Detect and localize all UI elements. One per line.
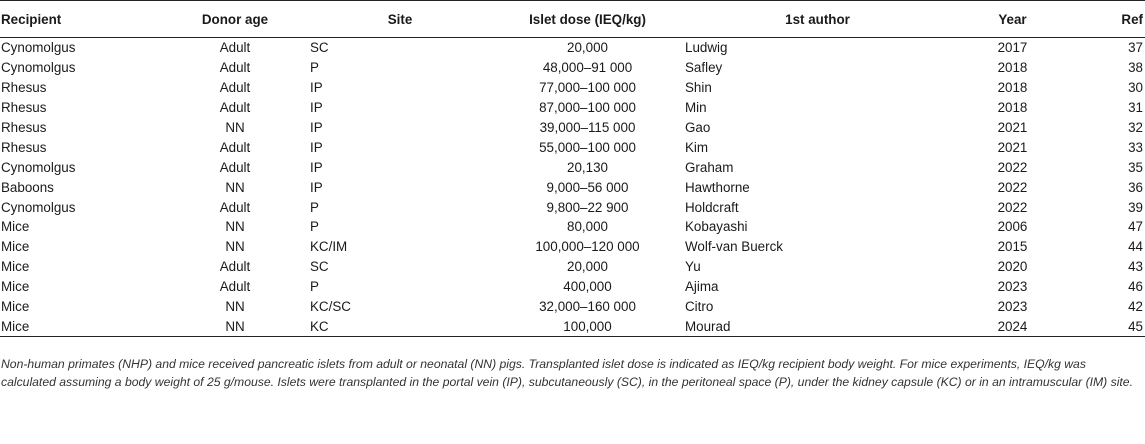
table-row (0, 38, 1145, 58)
cell-recipient: Cynomolgus (1, 199, 76, 215)
cell-ref: 47 (1128, 219, 1143, 235)
cell-ref: 45 (1075, 316, 1145, 336)
cell-recipient: Rhesus (1, 120, 47, 135)
cell-ref: 42 (1128, 299, 1143, 315)
cell-islet-dose: 77,000–100 000 (539, 80, 636, 96)
cell-islet-dose: 87,000–100 000 (539, 100, 636, 116)
cell-donor-age: Adult (219, 159, 251, 175)
cell-recipient: Cynomolgus (1, 40, 76, 56)
cell-islet-dose: 32,000–160 000 (539, 299, 636, 315)
table-row (0, 137, 1145, 157)
table-row (0, 316, 1145, 336)
cell-year: 2021 (997, 139, 1028, 155)
cell-site: P (310, 279, 319, 295)
cell-islet-dose: 9,800–22 900 (546, 199, 629, 215)
table-row (0, 197, 1145, 217)
cell-recipient: Mice (1, 299, 30, 315)
cell-donor-age: Adult (219, 139, 251, 155)
table-row (0, 157, 1145, 177)
table-row (0, 257, 1145, 277)
table-row (0, 277, 1145, 297)
cell-site: IP (310, 80, 323, 96)
header-recipient: Recipient (0, 1, 160, 38)
cell-recipient: Mice (0, 316, 160, 336)
cell-islet-dose: 20,130 (567, 159, 608, 175)
cell-ref: 37 (1128, 40, 1143, 56)
cell-recipient: Rhesus (1, 139, 47, 155)
cell-site: P (310, 60, 319, 76)
table-header (0, 1, 1145, 38)
cell-year: 2020 (997, 259, 1028, 275)
cell-first-author: Hawthorne (685, 179, 750, 195)
cell-first-author: Shin (685, 80, 712, 96)
table-row (0, 118, 1145, 138)
cell-recipient: Rhesus (1, 80, 47, 96)
table-row (0, 177, 1145, 197)
cell-islet-dose: 400,000 (563, 279, 612, 295)
cell-year: 2006 (997, 219, 1028, 235)
cell-ref: 36 (1128, 179, 1143, 195)
cell-year: 2018 (997, 60, 1028, 76)
cell-recipient: Mice (1, 259, 30, 275)
cell-first-author: Safley (685, 60, 723, 76)
cell-recipient: Mice (1, 279, 30, 295)
cell-islet-dose: 100,000–120 000 (535, 239, 640, 255)
cell-year: 2022 (997, 179, 1028, 195)
cell-year: 2024 (950, 316, 1075, 336)
cell-site: KC/SC (310, 299, 351, 315)
table-row (0, 217, 1145, 237)
cell-ref: 46 (1128, 279, 1143, 295)
cell-islet-dose: 39,000–115 000 (539, 120, 636, 135)
cell-year: 2022 (997, 159, 1028, 175)
cell-site: P (310, 219, 319, 235)
cell-donor-age: Adult (219, 80, 251, 96)
header-first-author: 1st author (685, 1, 950, 38)
cell-ref: 44 (1128, 239, 1143, 255)
cell-recipient: Mice (1, 239, 30, 255)
cell-site: IP (310, 120, 323, 135)
cell-first-author: Mourad (685, 316, 950, 336)
cell-donor-age: Adult (219, 60, 251, 76)
cell-recipient: Cynomolgus (1, 60, 76, 76)
cell-donor-age: Adult (219, 279, 251, 295)
cell-first-author: Graham (685, 159, 734, 175)
header-year: Year (950, 1, 1075, 38)
cell-donor-age: NN (225, 239, 245, 255)
cell-islet-dose: 80,000 (567, 219, 608, 235)
cell-donor-age: NN (225, 299, 245, 315)
cell-year: 2015 (997, 239, 1028, 255)
cell-site: IP (310, 179, 323, 195)
cell-ref: 43 (1128, 259, 1143, 275)
cell-donor-age: Adult (219, 199, 251, 215)
cell-year: 2023 (997, 279, 1028, 295)
cell-islet-dose: 9,000–56 000 (546, 179, 629, 195)
cell-ref: 32 (1128, 120, 1143, 135)
table-row (0, 78, 1145, 98)
header-islet-dose: Islet dose (IEQ/kg) (490, 1, 685, 38)
cell-first-author: Wolf-van Buerck (685, 239, 783, 255)
cell-site: IP (310, 100, 323, 116)
table-row (0, 98, 1145, 118)
cell-year: 2017 (997, 40, 1028, 56)
cell-site: SC (310, 259, 329, 275)
table-body (0, 38, 1145, 337)
cell-islet-dose: 48,000–91 000 (542, 60, 633, 76)
cell-donor-age: Adult (219, 100, 251, 116)
cell-year: 2022 (997, 199, 1028, 215)
table-footnote: Non-human primates (NHP) and mice received pancreatic islets from adult or neonatal (NN) pigs. Transplanted islet dose is indicated as IEQ/kg recipient body weight. For mice experiments, IEQ/kg was calculated assuming a body weight of 25 g/mouse. Islets were transplanted in the portal vein (IP), subcutaneously (SC), in the peritoneal space (P), under the kidney capsule (KC) or in an intramuscular (IM) site. (1, 357, 1133, 389)
cell-islet-dose: 20,000 (567, 259, 608, 275)
cell-first-author: Ajima (685, 279, 719, 295)
cell-first-author: Gao (685, 120, 711, 135)
cell-first-author: Yu (685, 259, 701, 275)
cell-islet-dose: 55,000–100 000 (539, 139, 636, 155)
cell-site: P (310, 199, 319, 215)
cell-year: 2018 (997, 80, 1028, 96)
header-site: Site (310, 1, 490, 38)
cell-ref: 39 (1128, 199, 1143, 215)
cell-ref: 38 (1128, 60, 1143, 76)
cell-donor-age: NN (225, 219, 245, 235)
cell-year: 2021 (997, 120, 1028, 135)
header-donor-age: Donor age (160, 1, 310, 38)
cell-islet-dose: 20,000 (567, 40, 608, 56)
cell-first-author: Kim (685, 139, 709, 155)
cell-donor-age: Adult (219, 40, 251, 56)
table-row (0, 297, 1145, 317)
cell-donor-age: NN (225, 179, 245, 195)
cell-year: 2018 (997, 100, 1028, 116)
cell-site: KC (310, 316, 490, 336)
cell-first-author: Kobayashi (685, 219, 748, 235)
cell-ref: 35 (1128, 159, 1143, 175)
cell-first-author: Holdcraft (685, 199, 739, 215)
cell-ref: 30 (1128, 80, 1143, 96)
cell-first-author: Citro (685, 299, 714, 315)
cell-donor-age: Adult (219, 259, 251, 275)
cell-recipient: Mice (1, 219, 30, 235)
cell-year: 2023 (997, 299, 1028, 315)
cell-site: SC (310, 40, 329, 56)
cell-donor-age: NN (225, 120, 245, 135)
cell-islet-dose: 100,000 (490, 316, 685, 336)
cell-ref: 33 (1128, 139, 1143, 155)
cell-recipient: Cynomolgus (1, 159, 76, 175)
cell-site: IP (310, 139, 323, 155)
table-row (0, 237, 1145, 257)
cell-recipient: Rhesus (1, 100, 47, 116)
header-row (0, 1, 1145, 38)
cell-site: IP (310, 159, 323, 175)
cell-first-author: Ludwig (685, 40, 728, 56)
cell-donor-age: NN (160, 316, 310, 336)
cell-recipient: Baboons (1, 179, 54, 195)
cell-ref: 31 (1128, 100, 1143, 116)
table-row (0, 58, 1145, 78)
header-ref: Ref (1075, 1, 1145, 38)
cell-site: KC/IM (310, 239, 348, 255)
cell-first-author: Min (685, 100, 707, 116)
